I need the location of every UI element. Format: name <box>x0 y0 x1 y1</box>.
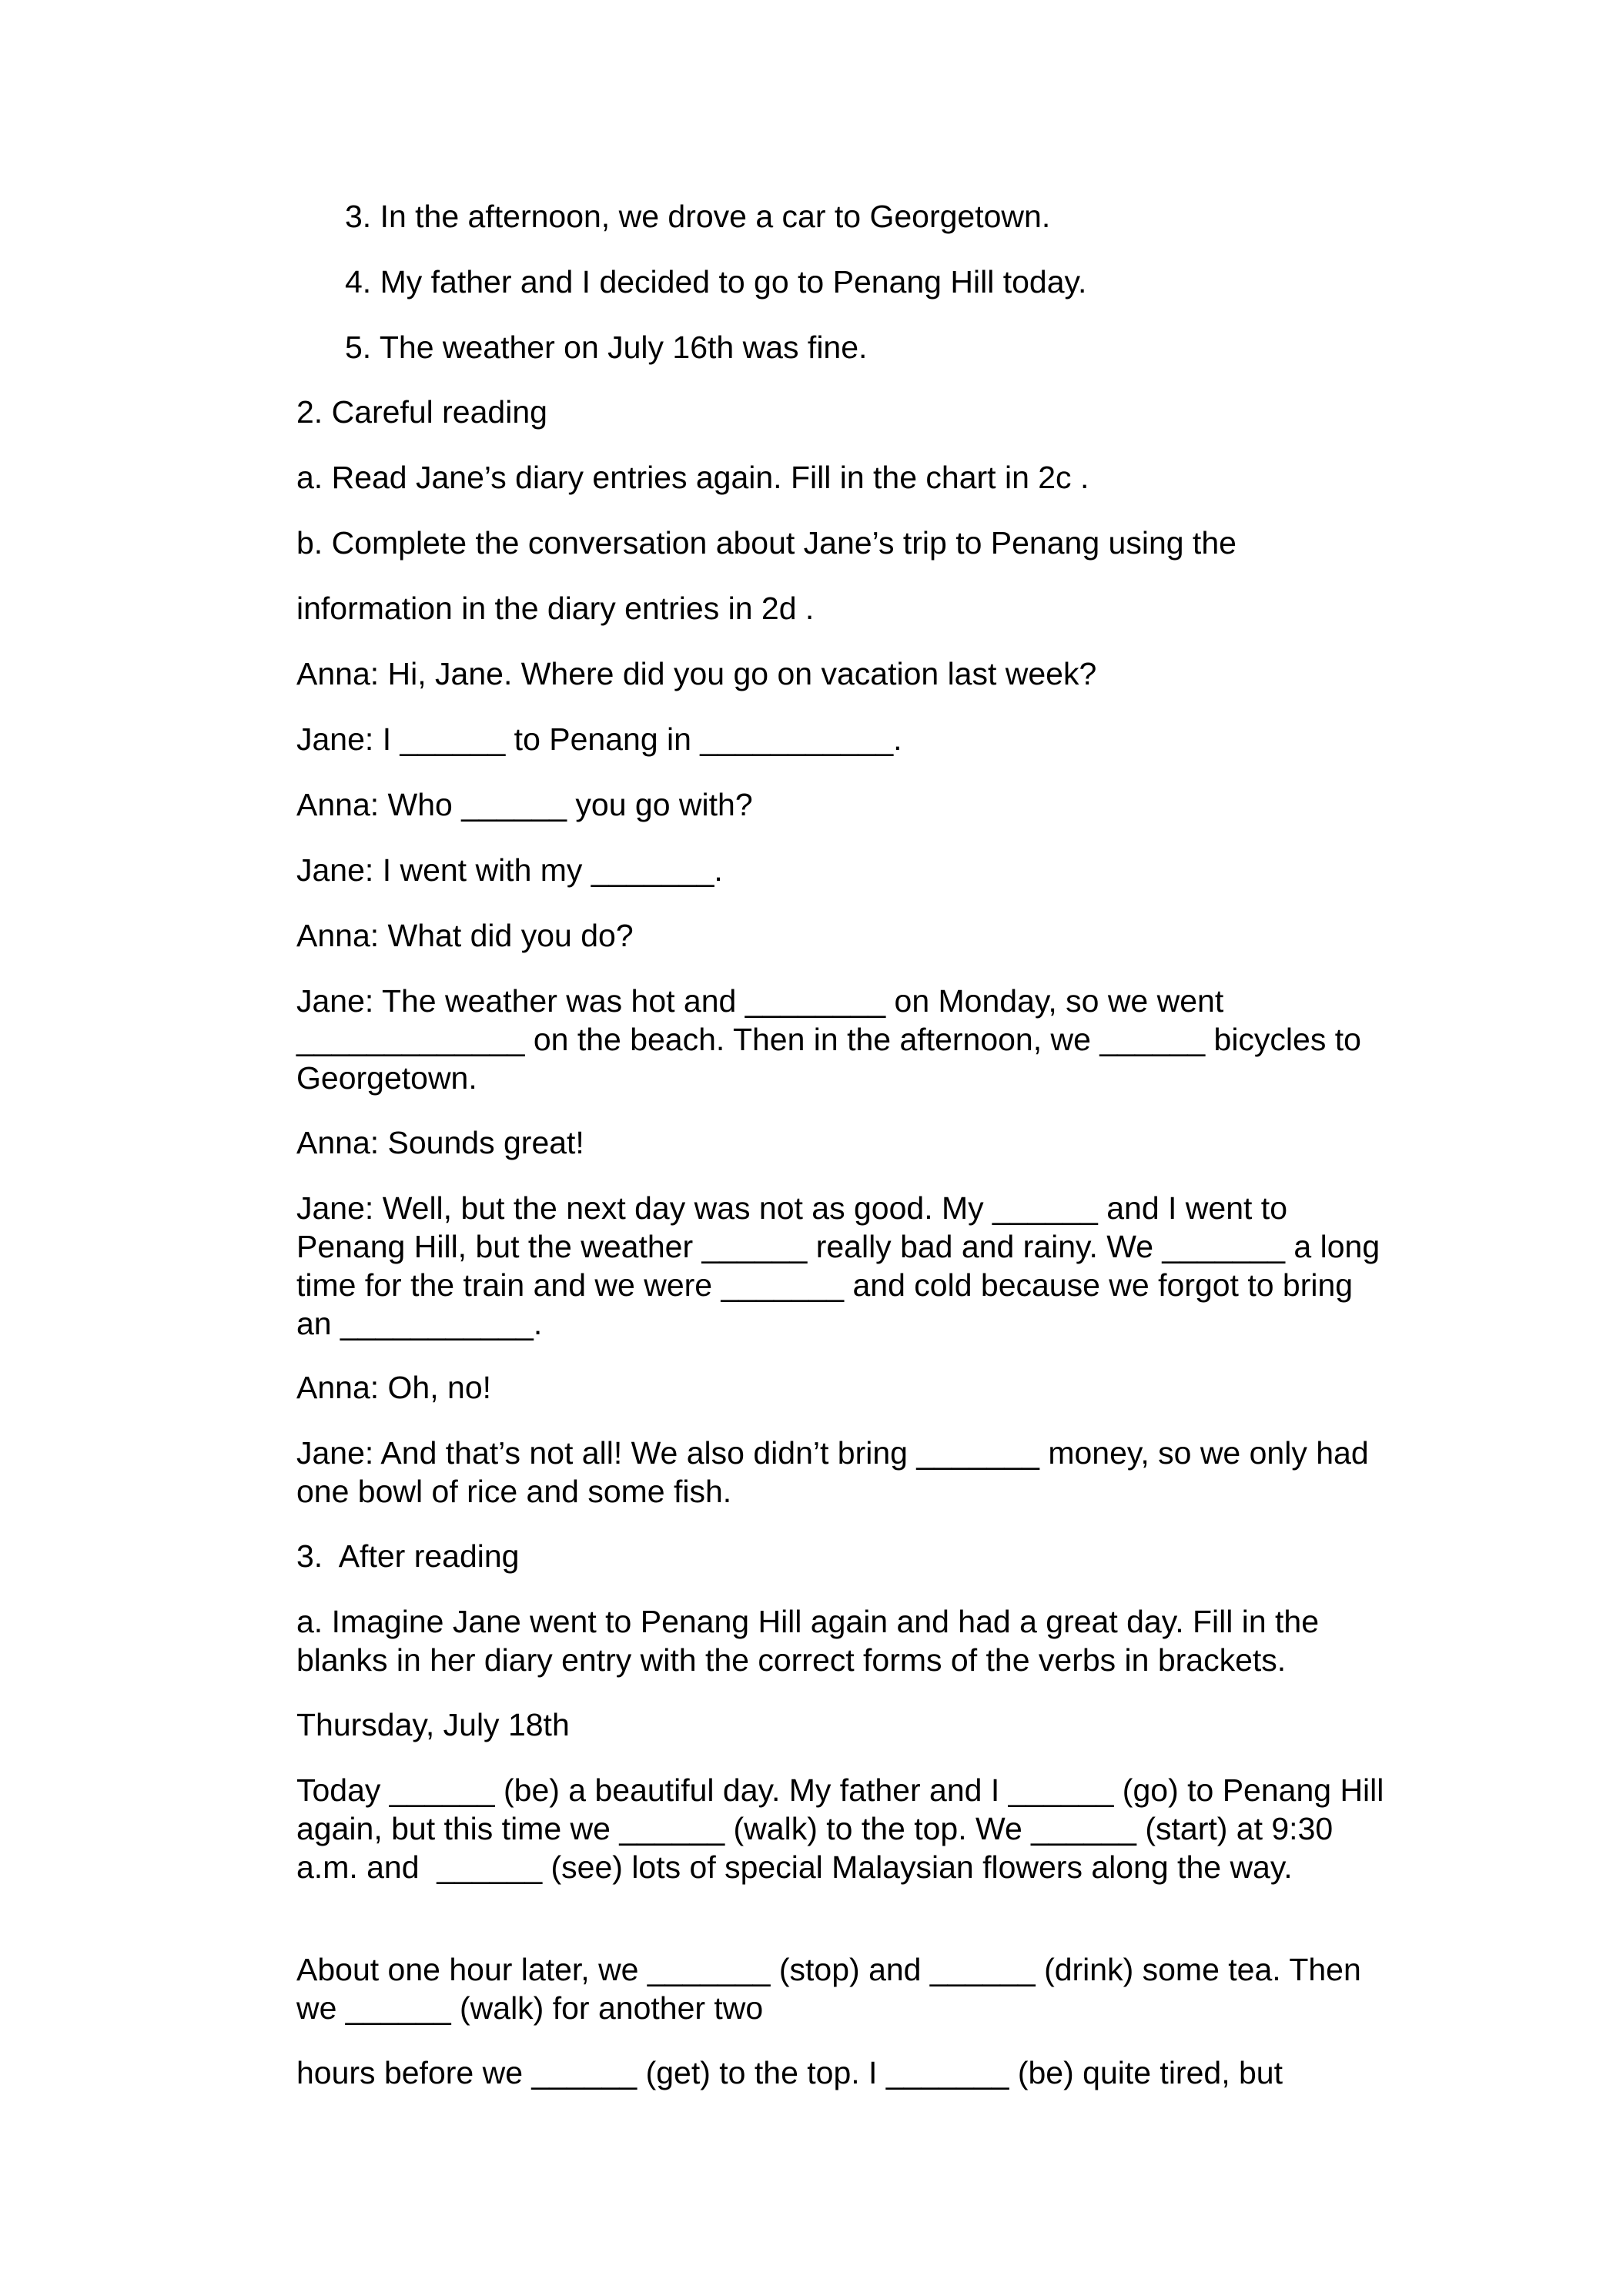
dialogue-line: Anna: Oh, no! <box>296 1370 492 1405</box>
dialogue-line: Jane: Well, but the next day was not as good. My ______ and I went to Penang Hill, but the weather ______ really bad and rainy. We _______ a long time for the train and we were _______ and cold because we forgot to bring an ___________. <box>296 1190 1389 1341</box>
diary-paragraph: About one hour later, we _______ (stop) and ______ (drink) some tea. Then we ______ (walk) for another two <box>296 1952 1370 2026</box>
instruction-b: b. Complete the conversation about Jane’s trip to Penang using the <box>296 525 1236 561</box>
diary-paragraph: Today ______ (be) a beautiful day. My father and I ______ (go) to Penang Hill again, but this time we ______ (walk) to the top. We ______ (start) at 9:30 a.m. and ______ (see) lots of special Malaysian flowers along the way. <box>296 1772 1393 1885</box>
list-item-3: 3. In the afternoon, we drove a car to Georgetown. <box>345 199 1051 234</box>
instruction-a: a. Read Jane’s diary entries again. Fill in the chart in 2c . <box>296 460 1089 495</box>
dialogue-line: Anna: Who ______ you go with? <box>296 787 753 822</box>
dialogue-line: Anna: What did you do? <box>296 918 634 953</box>
diary-paragraph: hours before we ______ (get) to the top. I _______ (be) quite tired, but <box>296 2055 1283 2090</box>
instruction-after-reading: a. Imagine Jane went to Penang Hill again and had a great day. Fill in the blanks in her diary entry with the correct forms of the verbs in brackets. <box>296 1604 1328 1678</box>
dialogue-line: Jane: I ______ to Penang in ___________. <box>296 721 902 757</box>
dialogue-line: Anna: Sounds great! <box>296 1125 584 1160</box>
list-item-5: 5. The weather on July 16th was fine. <box>345 330 868 365</box>
diary-date: Thursday, July 18th <box>296 1707 570 1742</box>
instruction-b-continued: information in the diary entries in 2d . <box>296 591 815 626</box>
section-heading-after-reading: 3. After reading <box>296 1538 520 1574</box>
dialogue-line: Anna: Hi, Jane. Where did you go on vacation last week? <box>296 656 1097 691</box>
list-item-4: 4. My father and I decided to go to Penang Hill today. <box>345 264 1087 300</box>
dialogue-line: Jane: I went with my _______. <box>296 852 723 888</box>
section-heading-careful-reading: 2. Careful reading <box>296 394 547 430</box>
dialogue-line: Jane: And that’s not all! We also didn’t bring _______ money, so we only had one bowl of rice and some fish. <box>296 1435 1378 1509</box>
dialogue-line: Jane: The weather was hot and ________ on Monday, so we went _____________ on the beach. Then in the afternoon, we ______ bicycles to Georgetown. <box>296 983 1370 1096</box>
